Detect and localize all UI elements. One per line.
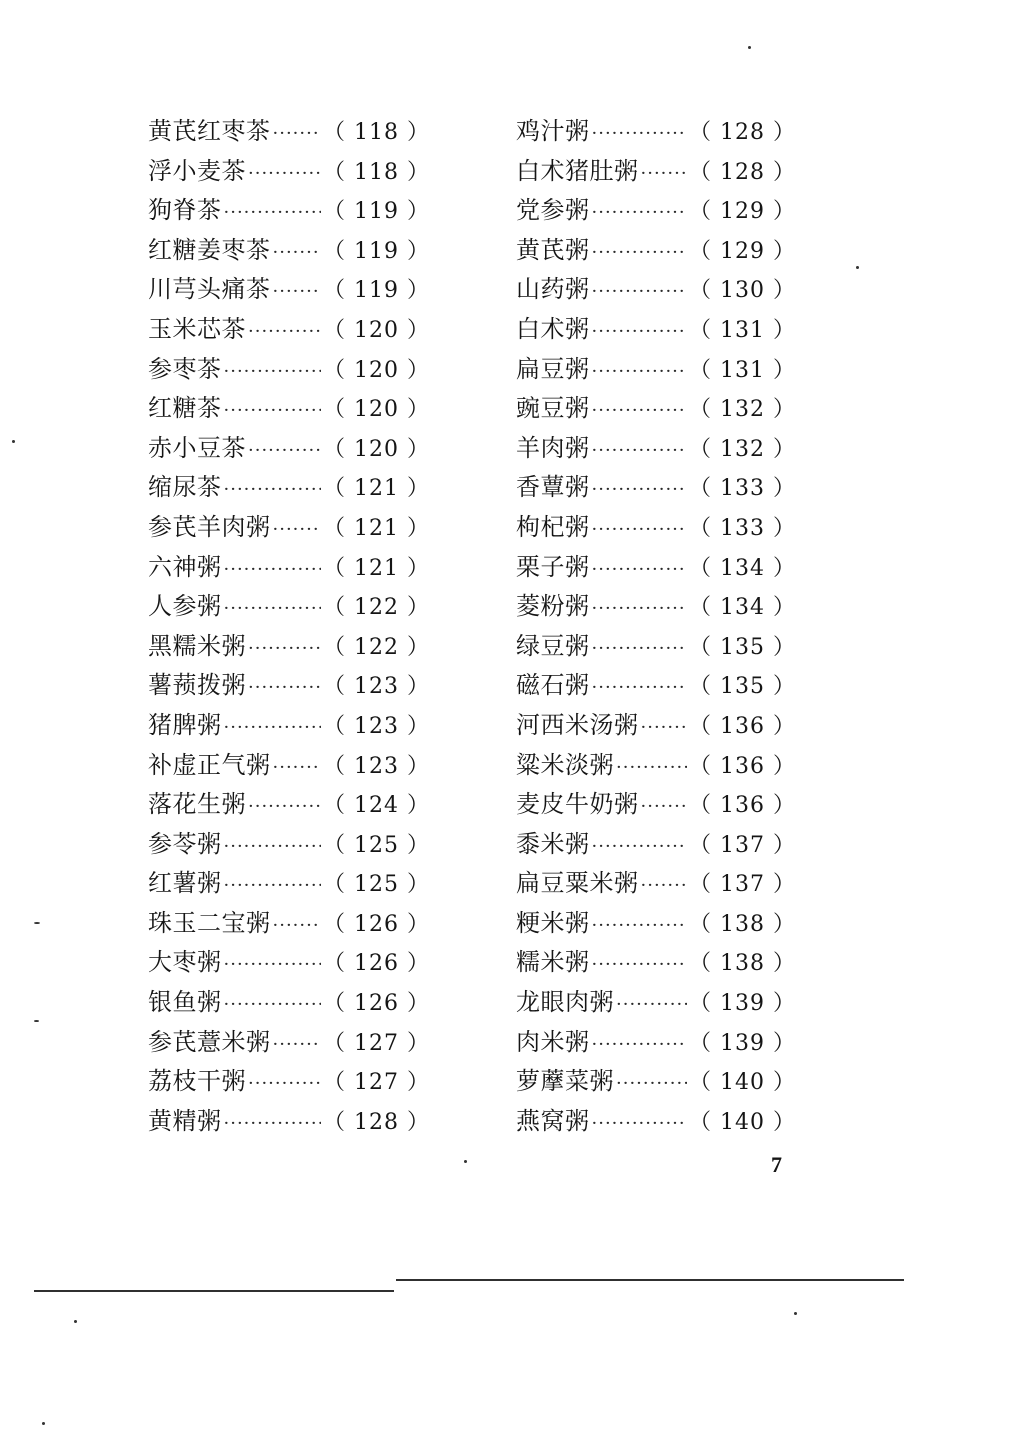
toc-entry-page: （ 134 ） bbox=[689, 595, 796, 621]
toc-entry bbox=[148, 310, 430, 350]
toc-entry-title: 龙眼肉粥 bbox=[516, 988, 614, 1017]
toc-entry bbox=[148, 666, 430, 706]
toc-left-column bbox=[148, 112, 430, 1141]
toc-entry-title: 珠玉二宝粥 bbox=[148, 908, 271, 937]
dot-leader bbox=[273, 748, 322, 788]
toc-entry-page: （ 119 ） bbox=[323, 238, 430, 264]
toc-entry bbox=[516, 1023, 796, 1063]
toc-entry-title: 菱粉粥 bbox=[516, 592, 590, 621]
toc-entry bbox=[516, 548, 796, 588]
toc-entry-page: （ 140 ） bbox=[689, 1109, 796, 1135]
toc-entry-page: （ 119 ） bbox=[323, 278, 430, 304]
scan-speck bbox=[34, 922, 40, 924]
dot-leader bbox=[616, 1064, 687, 1104]
toc-entry-page: （ 139 ） bbox=[689, 1030, 796, 1056]
toc-entry-title: 红糖姜枣茶 bbox=[148, 235, 271, 264]
toc-entry bbox=[148, 1023, 430, 1063]
scan-speck bbox=[748, 46, 751, 49]
toc-entry bbox=[148, 904, 430, 944]
toc-entry-title: 黄精粥 bbox=[148, 1106, 222, 1135]
toc-entry-page: （ 131 ） bbox=[689, 317, 796, 343]
dot-leader bbox=[248, 1064, 321, 1104]
toc-entry bbox=[148, 350, 430, 390]
dot-leader bbox=[248, 154, 321, 194]
toc-entry bbox=[516, 746, 796, 786]
toc-entry bbox=[148, 429, 430, 469]
toc-entry bbox=[516, 825, 796, 865]
dot-leader bbox=[224, 1104, 322, 1144]
toc-entry-title: 玉米芯茶 bbox=[148, 314, 246, 343]
dot-leader bbox=[592, 827, 688, 867]
toc-entry bbox=[148, 112, 430, 152]
toc-entry-page: （ 125 ） bbox=[323, 872, 430, 898]
dot-leader bbox=[248, 431, 321, 471]
dot-leader bbox=[616, 985, 687, 1025]
toc-entry-page: （ 135 ） bbox=[689, 634, 796, 660]
toc-entry bbox=[148, 548, 430, 588]
toc-entry-title: 银鱼粥 bbox=[148, 988, 222, 1017]
toc-entry-page: （ 121 ） bbox=[323, 555, 430, 581]
toc-entry-page: （ 122 ） bbox=[323, 634, 430, 660]
toc-entry-title: 山药粥 bbox=[516, 275, 590, 304]
toc-entry-title: 猪脾粥 bbox=[148, 710, 222, 739]
toc-entry bbox=[516, 666, 796, 706]
toc-entry bbox=[148, 627, 430, 667]
toc-entry bbox=[516, 429, 796, 469]
toc-entry-title: 参枣茶 bbox=[148, 354, 222, 383]
dot-leader bbox=[641, 708, 688, 748]
toc-entry bbox=[148, 389, 430, 429]
toc-entry-title: 肉米粥 bbox=[516, 1027, 590, 1056]
toc-entry-title: 红薯粥 bbox=[148, 869, 222, 898]
dot-leader bbox=[224, 470, 322, 510]
page-number: 7 bbox=[771, 1152, 782, 1177]
toc-entry-title: 薯蓣拨粥 bbox=[148, 671, 246, 700]
toc-entry-page: （ 129 ） bbox=[689, 238, 796, 264]
toc-entry-page: （ 135 ） bbox=[689, 674, 796, 700]
toc-entry-title: 枸杞粥 bbox=[516, 512, 590, 541]
toc-entry bbox=[516, 508, 796, 548]
toc-entry-title: 白术粥 bbox=[516, 314, 590, 343]
dot-leader bbox=[592, 945, 688, 985]
dot-leader bbox=[592, 114, 688, 154]
toc-entry-page: （ 126 ） bbox=[323, 951, 430, 977]
toc-entry-page: （ 138 ） bbox=[689, 911, 796, 937]
scan-speck bbox=[464, 1160, 467, 1163]
dot-leader bbox=[592, 906, 688, 946]
dot-leader bbox=[641, 787, 688, 827]
toc-entry-page: （ 131 ） bbox=[689, 357, 796, 383]
dot-leader bbox=[592, 589, 688, 629]
toc-entry-title: 豌豆粥 bbox=[516, 394, 590, 423]
dot-leader bbox=[592, 629, 688, 669]
toc-entry-title: 栗子粥 bbox=[516, 552, 590, 581]
toc-entry-page: （ 124 ） bbox=[323, 793, 430, 819]
toc-entry-page: （ 118 ） bbox=[323, 159, 430, 185]
toc-entry bbox=[148, 943, 430, 983]
scan-speck bbox=[794, 1312, 797, 1315]
toc-entry-page: （ 134 ） bbox=[689, 555, 796, 581]
toc-entry-title: 绿豆粥 bbox=[516, 631, 590, 660]
scan-speck bbox=[12, 440, 15, 443]
toc-entry-page: （ 132 ） bbox=[689, 436, 796, 462]
toc-entry-page: （ 123 ） bbox=[323, 753, 430, 779]
toc-entry-title: 红糖茶 bbox=[148, 394, 222, 423]
toc-entry-title: 扁豆粟米粥 bbox=[516, 869, 639, 898]
toc-entry bbox=[516, 468, 796, 508]
dot-leader bbox=[592, 510, 688, 550]
toc-entry-page: （ 120 ） bbox=[323, 397, 430, 423]
toc-entry-title: 麦皮牛奶粥 bbox=[516, 790, 639, 819]
toc-right-column bbox=[516, 112, 796, 1141]
toc-entry bbox=[516, 350, 796, 390]
toc-entry bbox=[148, 231, 430, 271]
toc-entry bbox=[148, 191, 430, 231]
toc-entry-title: 黄芪粥 bbox=[516, 235, 590, 264]
dot-leader bbox=[592, 312, 688, 352]
toc-entry-page: （ 120 ） bbox=[323, 317, 430, 343]
toc-entry bbox=[516, 943, 796, 983]
toc-entry bbox=[148, 706, 430, 746]
toc-entry-page: （ 138 ） bbox=[689, 951, 796, 977]
toc-entry-title: 川芎头痛茶 bbox=[148, 275, 271, 304]
dot-leader bbox=[224, 352, 322, 392]
toc-entry-page: （ 140 ） bbox=[689, 1070, 796, 1096]
dot-leader bbox=[641, 154, 688, 194]
toc-entry-title: 大枣粥 bbox=[148, 948, 222, 977]
toc-entry-title: 鸡汁粥 bbox=[516, 117, 590, 145]
toc-entry-page: （ 120 ） bbox=[323, 436, 430, 462]
dot-leader bbox=[641, 866, 688, 906]
toc-entry bbox=[516, 152, 796, 192]
toc-entry bbox=[148, 508, 430, 548]
toc-entry-title: 落花生粥 bbox=[148, 790, 246, 819]
dot-leader bbox=[248, 312, 321, 352]
dot-leader bbox=[592, 272, 688, 312]
toc-entry-title: 参芪薏米粥 bbox=[148, 1027, 271, 1056]
toc-entry-title: 参苓粥 bbox=[148, 829, 222, 858]
toc-entry bbox=[148, 152, 430, 192]
dot-leader bbox=[592, 193, 688, 233]
toc-entry bbox=[516, 983, 796, 1023]
dot-leader bbox=[224, 866, 322, 906]
bottom-rule-left bbox=[34, 1290, 394, 1292]
toc-entry-page: （ 133 ） bbox=[689, 515, 796, 541]
toc-entry-title: 萝藦菜粥 bbox=[516, 1067, 614, 1096]
toc-entry-page: （ 130 ） bbox=[689, 278, 796, 304]
toc-entry bbox=[148, 468, 430, 508]
toc-entry bbox=[148, 746, 430, 786]
toc-entry-title: 黄芪红枣茶 bbox=[148, 117, 271, 145]
toc-entry-title: 羊肉粥 bbox=[516, 433, 590, 462]
toc-entry-page: （ 128 ） bbox=[323, 1109, 430, 1135]
toc-entry-page: （ 123 ） bbox=[323, 713, 430, 739]
dot-leader bbox=[592, 391, 688, 431]
toc-entry bbox=[148, 1102, 430, 1142]
toc-entry bbox=[148, 864, 430, 904]
dot-leader bbox=[273, 510, 322, 550]
toc-entry-title: 粱米淡粥 bbox=[516, 750, 614, 779]
dot-leader bbox=[592, 550, 688, 590]
dot-leader bbox=[273, 906, 322, 946]
toc-entry-page: （ 122 ） bbox=[323, 595, 430, 621]
dot-leader bbox=[224, 945, 322, 985]
dot-leader bbox=[592, 233, 688, 273]
dot-leader bbox=[273, 114, 322, 154]
toc-entry bbox=[516, 1102, 796, 1142]
dot-leader bbox=[224, 985, 322, 1025]
toc-entry bbox=[148, 785, 430, 825]
dot-leader bbox=[616, 748, 687, 788]
toc-entry-page: （ 132 ） bbox=[689, 397, 796, 423]
dot-leader bbox=[224, 193, 322, 233]
dot-leader bbox=[592, 470, 688, 510]
toc-entry-page: （ 128 ） bbox=[689, 120, 796, 145]
toc-entry-title: 燕窝粥 bbox=[516, 1106, 590, 1135]
toc-entry-page: （ 137 ） bbox=[689, 832, 796, 858]
toc-entry-page: （ 137 ） bbox=[689, 872, 796, 898]
toc-entry-page: （ 123 ） bbox=[323, 674, 430, 700]
dot-leader bbox=[224, 827, 322, 867]
toc-entry-title: 六神粥 bbox=[148, 552, 222, 581]
dot-leader bbox=[592, 1025, 688, 1065]
toc-entry bbox=[516, 270, 796, 310]
toc-entry bbox=[148, 1062, 430, 1102]
toc-entry-page: （ 128 ） bbox=[689, 159, 796, 185]
dot-leader bbox=[273, 272, 322, 312]
toc-entry bbox=[516, 112, 796, 152]
toc-entry-page: （ 121 ） bbox=[323, 476, 430, 502]
dot-leader bbox=[273, 233, 322, 273]
toc-entry-title: 补虚正气粥 bbox=[148, 750, 271, 779]
dot-leader bbox=[592, 1104, 688, 1144]
scan-speck bbox=[74, 1320, 77, 1323]
toc-entry-page: （ 119 ） bbox=[323, 199, 430, 225]
toc-entry bbox=[516, 310, 796, 350]
toc-entry-page: （ 139 ） bbox=[689, 991, 796, 1017]
dot-leader bbox=[592, 352, 688, 392]
toc-entry-title: 荔枝干粥 bbox=[148, 1067, 246, 1096]
toc-entry bbox=[516, 706, 796, 746]
toc-entry bbox=[516, 627, 796, 667]
toc-entry-title: 人参粥 bbox=[148, 592, 222, 621]
scan-speck bbox=[42, 1422, 45, 1425]
dot-leader bbox=[592, 431, 688, 471]
toc-entry-page: （ 120 ） bbox=[323, 357, 430, 383]
toc-entry-page: （ 129 ） bbox=[689, 199, 796, 225]
dot-leader bbox=[224, 708, 322, 748]
toc-entry-page: （ 136 ） bbox=[689, 753, 796, 779]
toc-entry-title: 粳米粥 bbox=[516, 908, 590, 937]
toc-entry-page: （ 136 ） bbox=[689, 793, 796, 819]
dot-leader bbox=[224, 391, 322, 431]
toc-entry bbox=[516, 191, 796, 231]
toc-entry-page: （ 118 ） bbox=[323, 120, 430, 145]
toc-entry-page: （ 126 ） bbox=[323, 911, 430, 937]
toc-entry-title: 糯米粥 bbox=[516, 948, 590, 977]
dot-leader bbox=[224, 550, 322, 590]
toc-entry bbox=[516, 231, 796, 271]
toc-entry bbox=[148, 983, 430, 1023]
toc-entry bbox=[148, 587, 430, 627]
dot-leader bbox=[248, 629, 321, 669]
toc-entry bbox=[516, 864, 796, 904]
toc-entry-title: 磁石粥 bbox=[516, 671, 590, 700]
toc-entry-page: （ 127 ） bbox=[323, 1030, 430, 1056]
toc-entry-page: （ 127 ） bbox=[323, 1070, 430, 1096]
toc-entry-title: 香蕈粥 bbox=[516, 473, 590, 502]
toc-entry-page: （ 133 ） bbox=[689, 476, 796, 502]
toc-entry-title: 参芪羊肉粥 bbox=[148, 512, 271, 541]
toc-entry bbox=[516, 785, 796, 825]
toc-entry-title: 白术猪肚粥 bbox=[516, 156, 639, 185]
toc-entry bbox=[516, 1062, 796, 1102]
toc-entry-title: 缩尿茶 bbox=[148, 473, 222, 502]
toc-entry-page: （ 126 ） bbox=[323, 991, 430, 1017]
scan-speck bbox=[856, 266, 859, 269]
toc-entry bbox=[516, 587, 796, 627]
dot-leader bbox=[248, 668, 321, 708]
dot-leader bbox=[224, 589, 322, 629]
dot-leader bbox=[273, 1025, 322, 1065]
toc-entry-page: （ 121 ） bbox=[323, 515, 430, 541]
toc-entry-page: （ 136 ） bbox=[689, 713, 796, 739]
toc-entry-title: 浮小麦茶 bbox=[148, 156, 246, 185]
toc-entry-title: 黑糯米粥 bbox=[148, 631, 246, 660]
toc-entry-title: 赤小豆茶 bbox=[148, 433, 246, 462]
toc-entry bbox=[148, 270, 430, 310]
toc-entry-page: （ 125 ） bbox=[323, 832, 430, 858]
toc-entry bbox=[148, 825, 430, 865]
toc-entry-title: 扁豆粥 bbox=[516, 354, 590, 383]
toc-entry-title: 黍米粥 bbox=[516, 829, 590, 858]
toc-entry bbox=[516, 904, 796, 944]
toc-entry-title: 河西米汤粥 bbox=[516, 710, 639, 739]
toc-entry-title: 党参粥 bbox=[516, 196, 590, 225]
bottom-rule-right bbox=[396, 1279, 904, 1281]
toc-entry-title: 狗脊茶 bbox=[148, 196, 222, 225]
toc-entry bbox=[516, 389, 796, 429]
dot-leader bbox=[592, 668, 688, 708]
dot-leader bbox=[248, 787, 321, 827]
scan-speck bbox=[34, 1020, 39, 1022]
